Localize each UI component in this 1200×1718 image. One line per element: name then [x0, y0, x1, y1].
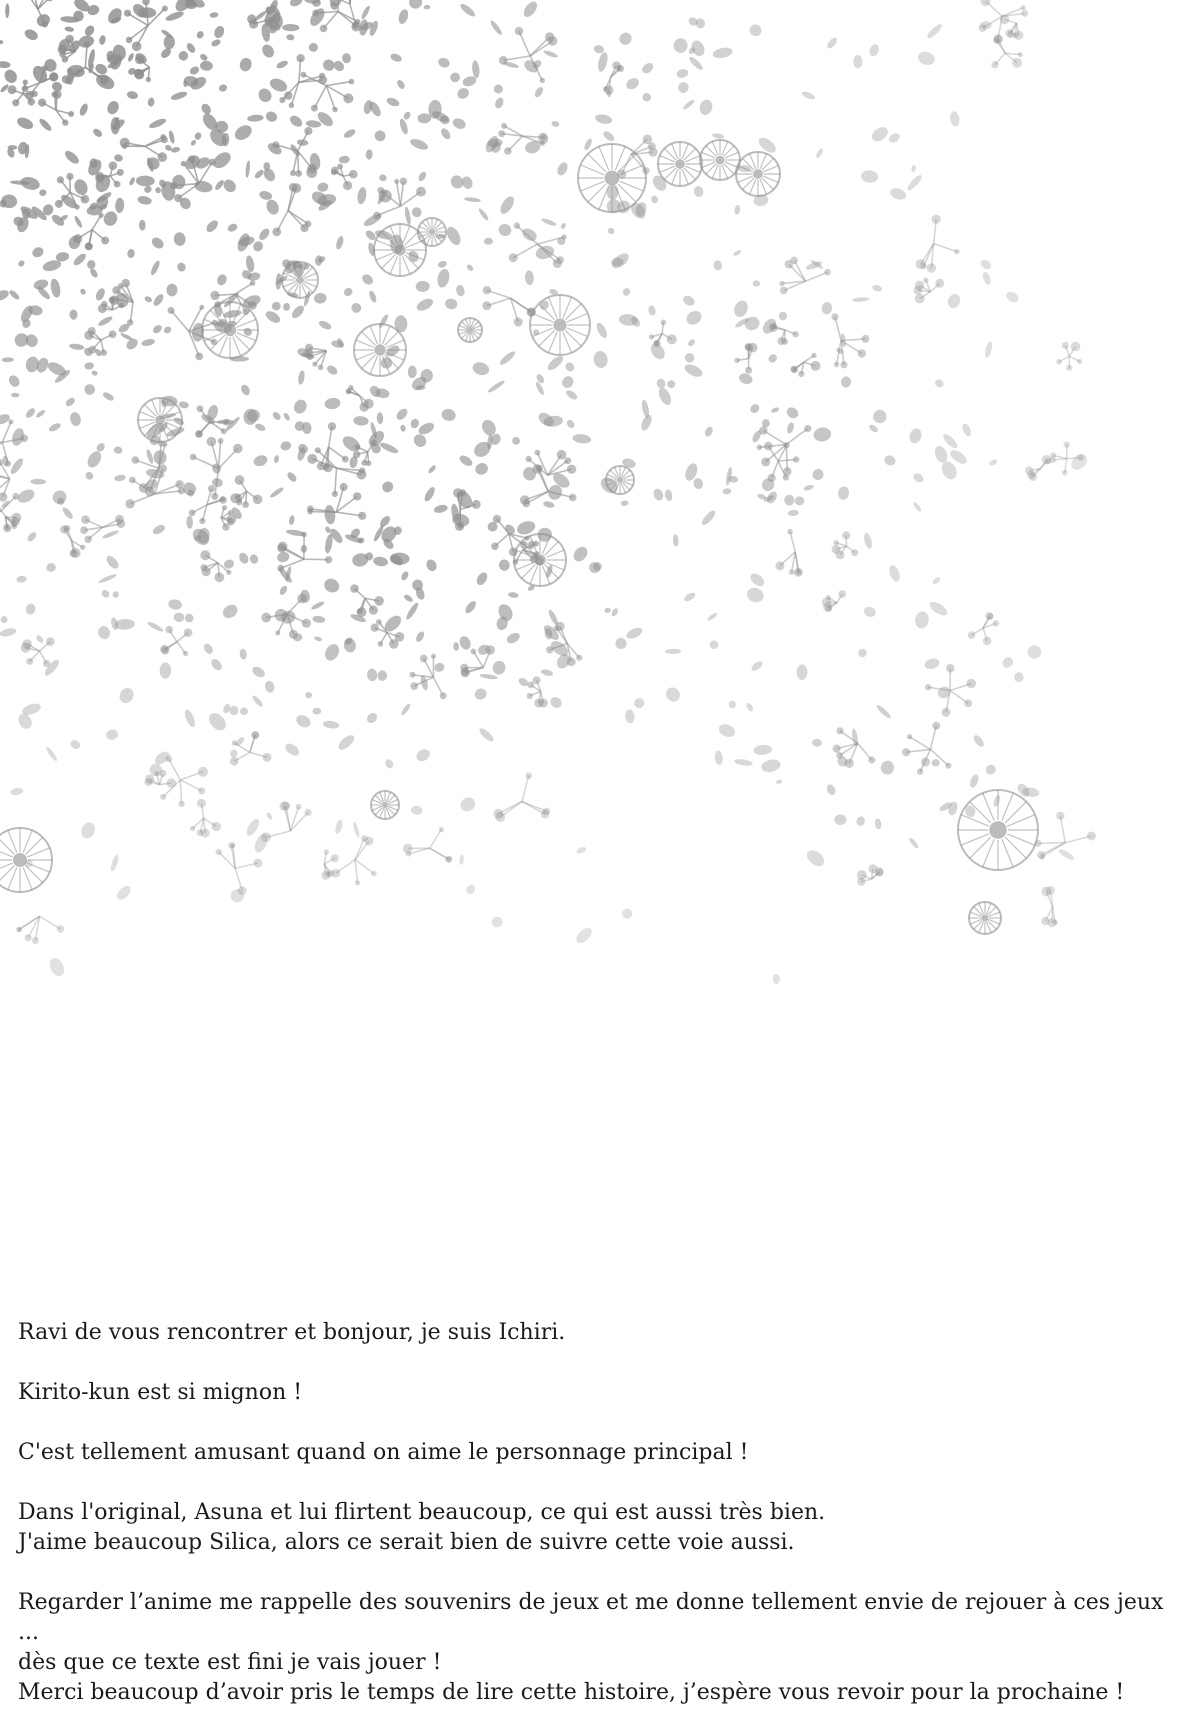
- afterword-line: dès que ce texte est fini je vais jouer !: [18, 1650, 442, 1675]
- afterword-line: Merci beaucoup d’avoir pris le temps de lire cette histoire, j’espère vous revoir pour la prochaine !: [18, 1680, 1125, 1705]
- afterword-line: C'est tellement amusant quand on aime le personnage principal !: [18, 1440, 749, 1465]
- afterword-line: Dans l'original, Asuna et lui flirtent beaucoup, ce qui est aussi très bien.: [18, 1500, 826, 1525]
- afterword-line: Regarder l’anime me rappelle des souvenirs de jeux et me donne tellement envie de rejouer à ces jeux ...: [18, 1590, 1164, 1645]
- afterword-line: J'aime beaucoup Silica, alors ce serait bien de suivre cette voie aussi.: [18, 1530, 795, 1555]
- afterword-line: Kirito-kun est si mignon !: [18, 1380, 303, 1405]
- afterword-line: Ravi de vous rencontrer et bonjour, je suis Ichiri.: [18, 1320, 566, 1345]
- afterword-text: [18, 1318, 1178, 1708]
